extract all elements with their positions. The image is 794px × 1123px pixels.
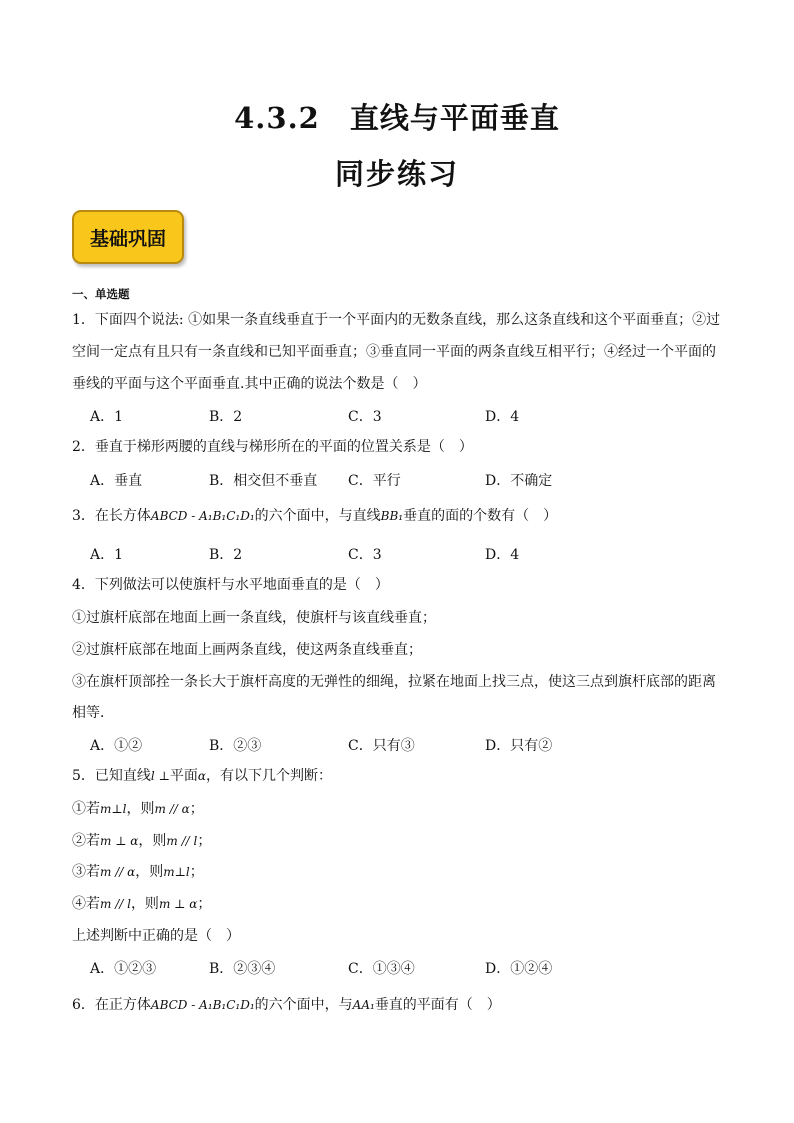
q3-text-mid: 的六个面中，与直线 <box>254 508 381 524</box>
item-condition: m ⊥ α <box>100 834 139 848</box>
question-6-line-1 <box>72 996 724 1014</box>
q3-math-line: BB₁ <box>380 509 404 523</box>
item-conclusion: m // l <box>166 834 198 848</box>
question-5-item-1 <box>72 800 724 818</box>
option-a[interactable]: A．1 <box>90 409 124 425</box>
question-5-item-3 <box>72 863 724 881</box>
item-label: ①若 <box>72 801 100 817</box>
option-b[interactable]: B．相交但不垂直 <box>209 473 318 489</box>
option-c[interactable]: C．平行 <box>348 473 401 489</box>
option-b[interactable]: B．2 <box>209 547 243 563</box>
section-heading: 一、单选题 <box>72 287 130 301</box>
question-4-line-2: ①过旗杆底部在地面上画一条直线，使旗杆与该直线垂直； <box>72 610 436 626</box>
item-condition: m // α <box>100 865 136 879</box>
item-end: ； <box>189 864 204 880</box>
option-d[interactable]: D．4 <box>485 409 520 425</box>
option-d[interactable]: D．不确定 <box>485 473 553 489</box>
question-1-line-1: 1．下面四个说法: ①如果一条直线垂直于一个平面内的无数条直线，那么这条直线和这个平面垂直；②过 <box>72 312 721 328</box>
page-subtitle: 同步练习 <box>334 157 459 191</box>
q6-math-solid: ABCD - A₁B₁C₁D₁ <box>150 998 255 1012</box>
item-end: ； <box>189 801 204 817</box>
item-conclusion: m // α <box>154 802 190 816</box>
q5-text-pre: 5．已知直线 <box>72 768 151 784</box>
q6-text-mid: 的六个面中，与 <box>254 997 353 1013</box>
question-4-line-1: 4．下列做法可以使旗杆与水平地面垂直的是（ ） <box>72 577 389 593</box>
page-title <box>0 96 794 137</box>
option-a[interactable]: A．垂直 <box>90 473 143 489</box>
q5-text-mid: 平面 <box>169 768 198 784</box>
question-1-line-2: 空间一定点有且只有一条直线和已知平面垂直；③垂直同一平面的两条直线互相平行；④经过一个平面的 <box>72 344 716 360</box>
question-5-item-4 <box>72 895 724 913</box>
q5-math-plane: α <box>197 769 206 783</box>
q3-text-pre: 3．在长方体 <box>72 508 151 524</box>
title-text: 直线与平面垂直 <box>349 101 560 135</box>
q6-text-post: 垂直的平面有（ ） <box>374 997 501 1013</box>
option-d[interactable]: D．4 <box>485 547 520 563</box>
question-5-options <box>90 958 710 976</box>
item-condition: m // l <box>100 897 131 911</box>
question-1-line-3: 垂线的平面与这个平面垂直.其中正确的说法个数是（ ） <box>72 376 427 392</box>
item-then: ，则 <box>135 864 164 880</box>
question-3-options <box>90 544 710 562</box>
option-b[interactable]: B．2 <box>209 409 243 425</box>
option-a[interactable]: A．①② <box>90 738 143 754</box>
section-number: 4.3.2 <box>234 101 320 135</box>
item-label: ④若 <box>72 896 100 912</box>
option-a[interactable]: A．1 <box>90 547 124 563</box>
question-5-item-2 <box>72 832 724 850</box>
option-c[interactable]: C．3 <box>348 409 382 425</box>
item-label: ③若 <box>72 864 100 880</box>
question-2-options <box>90 470 710 488</box>
option-c[interactable]: C．只有③ <box>348 738 415 754</box>
option-c[interactable]: C．①③④ <box>348 961 415 977</box>
q3-text-post: 垂直的面的个数有（ ） <box>403 508 558 524</box>
item-end: ； <box>197 896 212 912</box>
option-d[interactable]: D．只有② <box>485 738 553 754</box>
question-2-line-1: 2．垂直于梯形两腰的直线与梯形所在的平面的位置关系是（ ） <box>72 439 473 455</box>
option-a[interactable]: A．①②③ <box>90 961 157 977</box>
item-then: ，则 <box>130 896 159 912</box>
item-then: ，则 <box>126 801 155 817</box>
item-end: ； <box>197 833 212 849</box>
q5-text-post: ，有以下几个判断： <box>205 768 332 784</box>
q6-math-edge: AA₁ <box>352 998 375 1012</box>
q5-math-line: l ⊥ <box>150 769 170 783</box>
item-conclusion: m⊥l <box>163 865 190 879</box>
question-4-options <box>90 735 710 753</box>
question-1-options <box>90 406 710 424</box>
option-c[interactable]: C．3 <box>348 547 382 563</box>
question-5-ask: 上述判断中正确的是（ ） <box>72 928 240 944</box>
level-badge: 基础巩固 <box>72 210 184 264</box>
q6-text-pre: 6．在正方体 <box>72 997 151 1013</box>
option-b[interactable]: B．②③ <box>209 738 262 754</box>
item-condition: m⊥l <box>100 802 127 816</box>
question-3-line-1 <box>72 507 724 525</box>
question-4-line-3: ②过旗杆底部在地面上画两条直线，使这两条直线垂直； <box>72 642 422 658</box>
item-conclusion: m ⊥ α <box>158 897 198 911</box>
item-label: ②若 <box>72 833 100 849</box>
question-4-line-4: ③在旗杆顶部拴一条长大于旗杆高度的无弹性的细绳，拉紧在地面上找三点，使这三点到旗杆底部的距离 <box>72 674 716 690</box>
question-5-line-1 <box>72 767 724 785</box>
item-then: ，则 <box>138 833 167 849</box>
option-b[interactable]: B．②③④ <box>209 961 276 977</box>
q3-math-solid: ABCD - A₁B₁C₁D₁ <box>150 509 255 523</box>
question-4-line-5: 相等． <box>72 705 114 721</box>
option-d[interactable]: D．①②④ <box>485 961 553 977</box>
